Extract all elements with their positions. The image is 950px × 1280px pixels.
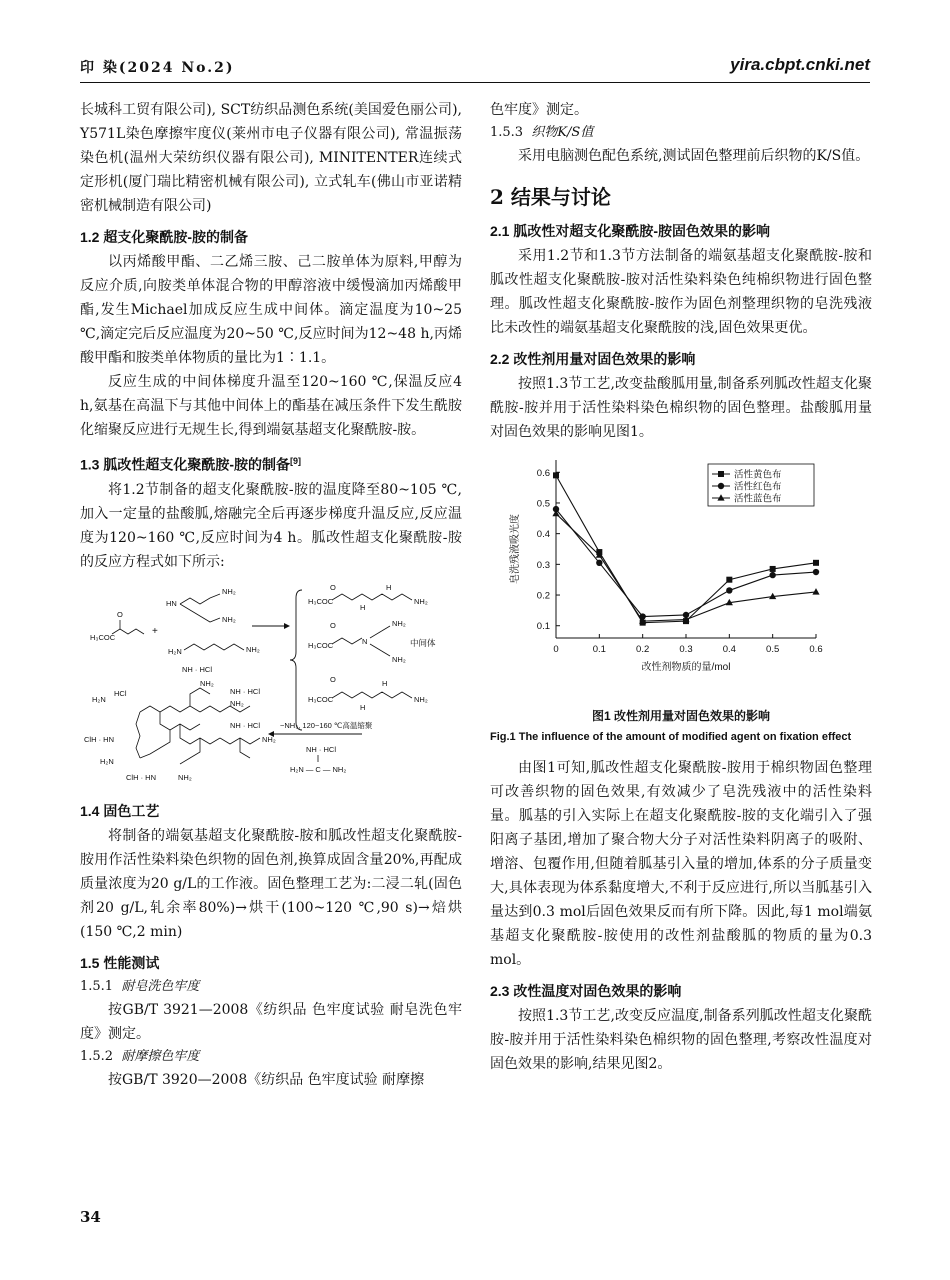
section-1-3-title	[80, 450, 462, 476]
figure-1-chart	[496, 452, 866, 702]
intermediate-label: 中间体	[410, 637, 436, 648]
chart-point	[769, 572, 775, 578]
chart-legend-marker	[718, 471, 724, 477]
chart-y-tick-label: 0.2	[536, 590, 550, 602]
section-1-2-paragraph-2: 反应生成的中间体梯度升温至120~160 ℃,保温反应4 h,氨基在高温下与其他中间体上的酯基在减压条件下发生酰胺化缩聚反应进行无规生长,得到端氨基超支化聚酰胺-胺。	[80, 374, 462, 438]
chart-point	[770, 566, 776, 572]
p3-h2-label: H	[382, 678, 388, 688]
section-2-title: 2 结果与讨论	[490, 185, 611, 209]
guan-h2n-bottom-left: H₂N	[100, 756, 114, 766]
p3-nh2-label: NH₂	[414, 694, 428, 704]
chart-series-line-3	[556, 514, 816, 621]
continued-paragraph: 色牢度》测定。	[490, 102, 588, 118]
chart-y-tick-label: 0.5	[536, 498, 550, 510]
section-1-5-3-heading	[490, 122, 872, 144]
guan-label-2: NH · HCl	[230, 686, 260, 696]
diethylenetriamine-structure	[166, 587, 236, 624]
section-1-5-2-paragraph: 按GB/T 3920—2008《纺织品 色牢度试验 耐摩擦	[108, 1071, 425, 1088]
chart-x-tick-label: 0.2	[636, 644, 650, 655]
chart-point	[813, 560, 819, 566]
chart-point	[812, 588, 819, 594]
p1-h-label: H	[360, 602, 366, 612]
chart-x-tick-label: 0.1	[592, 644, 606, 655]
figure-1-caption-cn: 图1 改性剂用量对固色效果的影响	[591, 709, 770, 723]
section-1-5-3-number: 1.5.3	[490, 125, 524, 140]
section-1-5-1-number: 1.5.1	[80, 978, 114, 994]
chart-y-tick-label: 0.4	[536, 529, 550, 541]
guan-clhn-left: ClH · HN	[84, 734, 114, 744]
section-2-1-title: 2.1 胍改性对超支化聚酰胺-胺固色效果的影响	[490, 223, 771, 239]
reference-9[interactable]: [9]	[290, 456, 302, 466]
guan-label-1: NH · HCl	[182, 664, 212, 674]
section-1-5-3-paragraph: 采用电脑测色配色系统,测试固色整理前后织物的K/S值。	[518, 148, 870, 164]
chart-point	[726, 577, 732, 583]
chart-y-tick-label: 0.1	[536, 621, 550, 633]
chart-point	[813, 569, 819, 575]
products-brace	[290, 590, 302, 730]
p2-nh2-top: NH₂	[392, 618, 406, 628]
section-1-5-2-title: 耐摩擦色牢度	[121, 1048, 200, 1064]
chart-y-tick-label: 0.6	[536, 467, 550, 479]
hda-h2n-label: H₂N	[168, 646, 182, 656]
figure-1-discussion: 由图1可知,胍改性超支化聚酰胺-胺用于棉织物固色整理可改善织物的固色效果,有效减少了皂洗残液中的活性染料量。胍基的引入实际上在超支化聚酰胺-胺的支化端引入了强阳离子基团,增加了聚合物大分子对活性染料阴离子的吸附、增溶、包覆作用,但随着胍基引入量的增加,体系的分子质量变大,具体表现为体系黏度增大,不利于反应进行,所以当胍基引入量达到0.3 mol后固色效果反而有所下降。因此,每1 mol端氨基超支化聚酰胺-胺使用的改性剂盐酸胍的物质的量为0.3 mol。	[490, 760, 872, 968]
section-2-3-paragraph: 按照1.3节工艺,改变反应温度,制备系列胍改性超支化聚酰胺-胺并用于活性染料染色棉织物的固色整理,考察改性温度对固色效果的影响,结果见图2。	[490, 1008, 872, 1072]
section-2-2-title: 2.2 改性剂用量对固色效果的影响	[490, 351, 696, 367]
hda-nh2-label: NH₂	[246, 644, 260, 654]
chart-series-line-2	[556, 509, 816, 616]
p3-h3coc-label: H₃COC	[308, 694, 334, 704]
guan-nh2-1: NH₂	[200, 678, 214, 688]
p1-o-label: O	[330, 582, 336, 592]
guanidine-formula: H₂N — C — NH₂	[290, 764, 347, 774]
p3-h-label: H	[360, 702, 366, 712]
ma-o-label: O	[117, 609, 123, 619]
guan-label-3: NH · HCl	[230, 720, 260, 730]
section-1-5-2-number: 1.5.2	[80, 1048, 114, 1064]
journal-website[interactable]: yira.cbpt.cnki.net	[730, 55, 870, 74]
section-2-2-paragraph: 按照1.3节工艺,改变盐酸胍用量,制备系列胍改性超支化聚酰胺-胺并用于活性染料染色棉织物的固色整理。盐酸胍用量对固色效果的影响见图1。	[490, 376, 872, 440]
reaction-scheme	[80, 582, 462, 792]
chart-y-tick-label: 0.3	[536, 559, 550, 571]
chart-x-tick-label: 0.6	[809, 644, 823, 655]
dien-nh2-top: NH₂	[222, 586, 236, 596]
chart-legend-label: 活性蓝色布	[734, 493, 782, 505]
section-1-5-3-title: 织物K/S值	[531, 125, 594, 140]
p2-nh2-bottom: NH₂	[392, 654, 406, 664]
section-1-5-title: 1.5 性能测试	[80, 954, 160, 971]
chart-x-tick-label: 0	[553, 644, 559, 655]
p2-n-label: N	[362, 636, 368, 646]
section-2-1-paragraph: 采用1.2节和1.3节方法制备的端氨基超支化聚酰胺-胺和胍改性超支化聚酰胺-胺对活性染料染色纯棉织物进行固色整理。胍改性超支化聚酰胺-胺作为固色剂整理织物的皂洗残液比未改性的端氨基超支化聚酰胺的浅,固色效果更优。	[490, 248, 872, 336]
chart-x-tick-label: 0.3	[679, 644, 693, 655]
section-1-5-2-heading	[80, 1046, 462, 1068]
guan-nh2-2: NH₂	[230, 698, 244, 708]
p1-nh2-label: NH₂	[414, 596, 428, 606]
section-1-4-title: 1.4 固色工艺	[80, 802, 160, 819]
figure-1-caption-en: Fig.1 The influence of the amount of modified agent on fixation effect	[490, 731, 852, 743]
section-1-5-1-paragraph: 按GB/T 3921—2008《纺织品 色牢度试验 耐皂洗色牢度》测定。	[80, 1001, 462, 1042]
section-1-4-paragraph: 将制备的端氨基超支化聚酰胺-胺和胍改性超支化聚酰胺-胺用作活性染料染色织物的固色剂,换算成固含量20%,再配成质量浓度为20 g/L的工作液。固色整理工艺为:二浸二轧(固色剂20 g/L,轧余率80%)→烘干(100~120 ℃,90 s)→焙烘(150 ℃,2 min)	[80, 827, 462, 940]
intro-paragraph: 长城科工贸有限公司), SCT纺织品测色系统(美国爱色丽公司), Y571L染色摩擦牢度仪(莱州市电子仪器有限公司), 常温振荡染色机(温州大荣纺织仪器有限公司), MINITENTER连续式定形机(厦门瑞比精密机械有限公司), 立式轧车(佛山市亚诺精密机械制造有限公司)	[80, 102, 462, 214]
p2-h3coc-label: H₃COC	[308, 640, 334, 650]
guan-hcl-left: HCl	[114, 688, 127, 698]
journal-header: 印 染(2024 No.2)	[80, 60, 235, 76]
chart-point	[553, 472, 559, 478]
chart-x-axis-label: 改性剂物质的量/mol	[641, 662, 731, 673]
hexanediamine-structure	[168, 644, 260, 656]
right-column	[490, 98, 872, 1076]
section-1-2-paragraph-1: 以丙烯酸甲酯、二乙烯三胺、己二胺单体为原料,甲醇为反应介质,向胺类单体混合物的甲醇溶液中缓慢滴加丙烯酸甲酯,发生Michael加成反应生成中间体。滴定温度为10~25 ℃,滴定完后反应温度为20~50 ℃,反应时间为12~48 h,丙烯酸甲酯和胺类单体物质的量比为1∶1.1。	[80, 254, 462, 366]
chart-point	[726, 587, 732, 593]
p2-o-label: O	[330, 620, 336, 630]
chart-legend	[708, 464, 814, 506]
section-1-5-1-heading	[80, 976, 462, 998]
plus-sign: +	[152, 625, 158, 637]
page-number: 34	[80, 1208, 101, 1226]
chart-legend-label: 活性红色布	[734, 481, 782, 493]
chart-point	[596, 560, 602, 566]
chart-legend-label: 活性黄色布	[734, 469, 782, 481]
p1-h2-label: H	[386, 582, 392, 592]
guan-clhn-bottom: ClH · HN	[126, 772, 156, 782]
p1-h3coc-label: H₃COC	[308, 596, 334, 606]
chart-legend-marker	[718, 483, 724, 489]
left-column	[80, 98, 462, 1092]
product-1-structure	[308, 583, 428, 612]
chart-y-axis-label: 皂洗残液吸光度	[510, 514, 521, 584]
section-1-3-title-text: 1.3 胍改性超支化聚酰胺-胺的制备	[80, 456, 291, 473]
methyl-acrylate-structure	[90, 610, 144, 642]
reaction-arrowhead	[284, 623, 290, 629]
section-1-3-paragraph: 将1.2节制备的超支化聚酰胺-胺的温度降至80~105 ℃,加入一定量的盐酸胍,熔融完全后再逐步梯度升温反应,反应温度为120~160 ℃,反应时间为4 h。胍改性超支化聚酰胺-胺的反应方程式如下所示:	[80, 481, 462, 570]
ma-h3coc-label: H₃COC	[90, 632, 116, 642]
chart-x-tick-label: 0.4	[722, 644, 736, 655]
guan-nh2-3: NH₂	[262, 734, 276, 744]
section-1-2-title: 1.2 超支化聚酰胺-胺的制备	[80, 229, 249, 245]
dien-nh2-bottom: NH₂	[222, 614, 236, 624]
header-rule	[80, 82, 870, 83]
product-2-structure	[308, 619, 436, 664]
hyperbranched-polymer-structure	[84, 665, 276, 782]
dien-hn-label: HN	[166, 598, 177, 608]
guanidine-hcl-label: NH · HCl	[306, 744, 336, 754]
guan-nh2-bottom: NH₂	[178, 772, 192, 782]
guan-h2n-left: H₂N	[92, 694, 106, 704]
section-1-5-1-title: 耐皂洗色牢度	[121, 978, 200, 994]
p3-o-label: O	[330, 674, 336, 684]
product-3-structure	[308, 675, 428, 712]
section-2-3-title: 2.3 改性温度对固色效果的影响	[490, 983, 682, 999]
reaction-conditions: −NH₃, 120~160 ℃高温缩聚	[280, 720, 373, 730]
chart-x-tick-label: 0.5	[766, 644, 780, 655]
